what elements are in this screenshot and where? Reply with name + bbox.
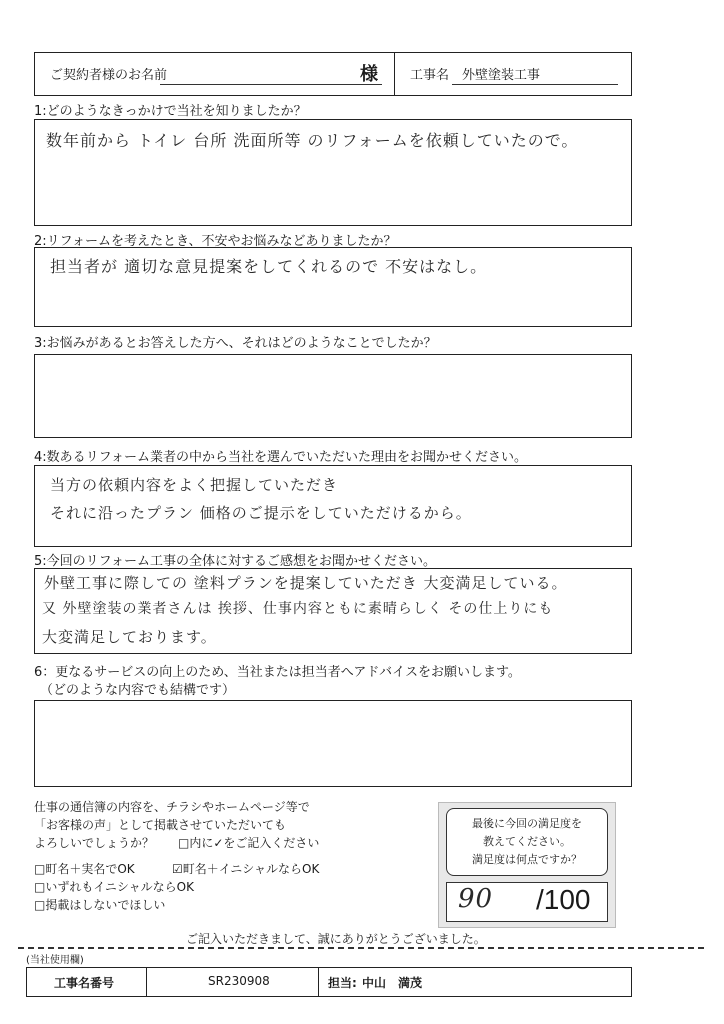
answer-1-line-1: 数年前から トイレ 台所 洗面所等 のリフォームを依頼していたので。 — [46, 131, 579, 150]
project-label: 工事名 — [410, 68, 450, 83]
staff-label: 担当: — [328, 976, 357, 990]
answer-box-6 — [34, 700, 632, 787]
question-4-label: 4:数あるリフォーム業者の中から当社を選んでいただいた理由をお聞かせください。 — [34, 450, 528, 465]
office-use-label: (当社使用欄) — [26, 955, 84, 966]
option-3[interactable] — [34, 878, 194, 895]
question-1-label: 1:どのようなきっかけで当社を知りましたか？ — [34, 104, 307, 119]
answer-2-line-1: 担当者が 適切な意見提案をしてくれるので 不安はなし。 — [50, 257, 488, 276]
answer-5-line-3: 大変満足しております。 — [42, 628, 217, 646]
project-number-value: SR230908 — [208, 974, 270, 988]
satisfaction-line-3: 満足度は何点ですか？ — [472, 853, 582, 866]
score-value: 90 — [458, 884, 494, 914]
customer-name-line — [160, 84, 382, 85]
option-4-label: 掲載はしないでほしい — [45, 898, 166, 912]
satisfaction-line-1: 最後に今回の満足度を — [472, 817, 582, 830]
permission-instruction: □内に✓をご記入ください — [178, 836, 320, 850]
option-1-label: 町名＋実名でOK — [45, 862, 135, 876]
project-value: 外壁塗装工事 — [462, 68, 541, 83]
option-1-checkbox[interactable]: □ — [34, 862, 46, 876]
answer-4-line-2: それに沿ったプラン 価格のご提示をしていただけるから。 — [50, 504, 472, 522]
answer-box-3 — [34, 354, 632, 438]
staff-value: 中山 満茂 — [362, 976, 423, 990]
option-2[interactable] — [172, 860, 319, 877]
customer-name-label: ご契約者様のお名前 — [50, 68, 168, 83]
option-2-checkbox[interactable]: ☑ — [172, 862, 183, 876]
permission-line-1: 仕事の通信簿の内容を、チラシやホームページ等で — [34, 800, 310, 814]
option-4-checkbox[interactable]: □ — [34, 898, 46, 912]
option-2-label: 町名＋イニシャルならOK — [182, 862, 320, 876]
satisfaction-question-box — [446, 808, 608, 876]
question-5-label: 5:今回のリフォーム工事の全体に対するご感想をお聞かせください。 — [34, 554, 437, 569]
office-divider-1 — [146, 967, 147, 997]
option-4[interactable] — [34, 896, 165, 913]
permission-line-3: よろしいでしょうか？ — [34, 836, 155, 850]
option-3-checkbox[interactable]: □ — [34, 880, 46, 894]
satisfaction-line-2: 教えてください。 — [483, 835, 571, 848]
answer-4-line-1: 当方の依頼内容をよく把握していただき — [50, 476, 339, 494]
honorific: 様 — [360, 64, 378, 85]
score-max: /100 — [536, 884, 591, 915]
cut-line — [18, 947, 704, 949]
project-number-label: 工事名番号 — [54, 976, 115, 990]
project-underline — [452, 84, 618, 85]
option-1[interactable] — [34, 860, 135, 877]
thanks-message: ご記入いただきまして、誠にありがとうございました。 — [186, 932, 486, 946]
answer-5-line-2: 又 外壁塗装の業者さんは 挨拶、仕事内容ともに素晴らしく その仕上りにも — [42, 601, 554, 617]
question-2-label: 2:リフォームを考えたとき、不安やお悩みなどありましたか？ — [34, 234, 397, 249]
question-6-label: 6：更なるサービスの向上のため、当社または担当者へアドバイスをお願いします。 — [34, 665, 521, 680]
header-divider — [394, 52, 395, 96]
office-divider-2 — [318, 967, 319, 997]
question-3-label: 3:お悩みがあるとお答えした方へ、それはどのようなことでしたか？ — [34, 336, 437, 351]
option-3-label: いずれもイニシャルならOK — [45, 880, 194, 894]
answer-5-line-1: 外壁工事に際しての 塗料プランを提案していただき 大変満足している。 — [44, 574, 568, 592]
permission-line-2: 「お客様の声」として掲載させていただいても — [34, 818, 287, 832]
question-6-sublabel: （どのような内容でも結構です） — [40, 683, 236, 698]
